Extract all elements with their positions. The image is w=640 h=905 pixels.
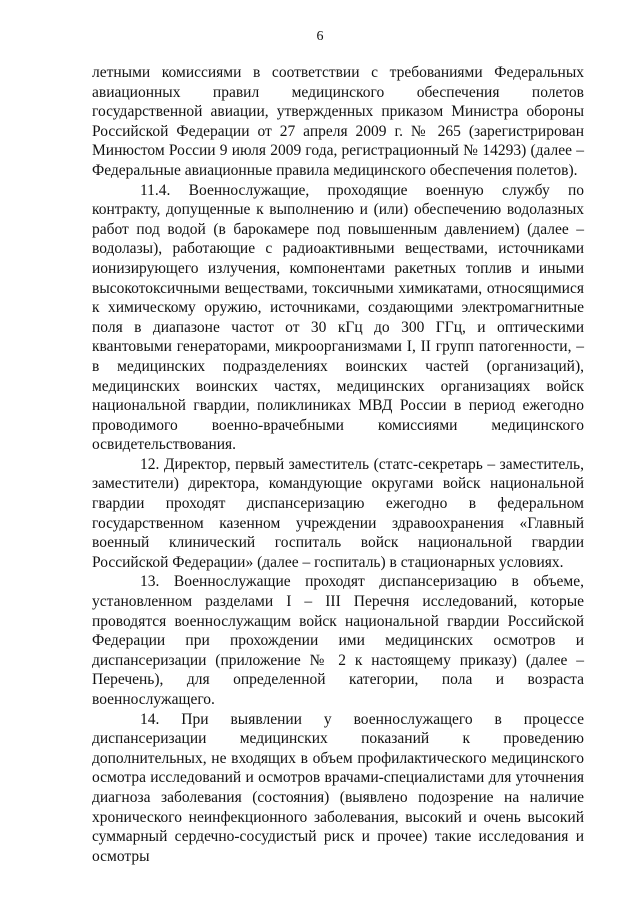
paragraph-p13: 13. Военнослужащие проходят диспансеризацию в объеме, установленном разделами I – III Перечня исследований, которые проводятся военнослужащим войск национальной гвардии Российской Федерации при прохождении ими медицинских осмотров и диспансеризации (приложение № 2 к настоящему приказу) (далее – Перечень), для определенной категории, пола и возраста военнослужащего. <box>92 573 584 708</box>
page-number: 6 <box>316 29 324 44</box>
paragraph-cont: летными комиссиями в соответствии с требованиями Федеральных авиационных правил медицинского обеспечения полетов государственной авиации, утвержденных приказом Министра обороны Российской Федерации от 27 апреля 2009 г. № 265 (зарегистрирован Минюстом России 9 июля 2009 года, регистрационный № 14293) (далее – Федеральные авиационные правила медицинского обеспечения полетов). <box>92 64 584 179</box>
paragraph-p14: 14. При выявлении у военнослужащего в процессе диспансеризации медицинских показаний к проведению дополнительных, не входящих в объем профилактического медицинского осмотра исследований и осмотров врачами-специалистами для уточнения диагноза заболевания (состояния) (выявлено подозрение на наличие хронического неинфекционного заболевания, высокий и очень высокий суммарный сердечно-сосудистый риск и прочее) такие исследования и осмотры <box>92 710 584 865</box>
paragraph-p12: 12. Директор, первый заместитель (статс-секретарь – заместитель, заместители) директора, командующие округами войск национальной гвардии проходят диспансеризацию ежегодно в федеральном государственном казенном учреждении здравоохранения «Главный военный клинический госпиталь войск национальной гвардии Российской Федерации» (далее – госпиталь) в стационарных условиях. <box>92 455 584 571</box>
document-body <box>92 63 584 866</box>
paragraph-p11-4: 11.4. Военнослужащие, проходящие военную службу по контракту, допущенные к выполнению и (или) обеспечению водолазных работ под водой (в барокамере под повышенным давлением) (далее – водолазы), работающие с радиоактивными веществами, источниками ионизирующего излучения, компонентами ракетных топлив и иными высокотоксичными веществами, токсичными химикатами, относящимися к химическому оружию, источниками, создающими электромагнитные поля в диапазоне частот от 30 кГц до 300 ГГц, и оптическими квантовыми генераторами, микроорганизмами I, II групп патогенности, – в медицинских подразделениях воинских частей (организаций), медицинских воинских частях, медицинских организациях войск национальной гвардии, поликлиниках МВД России в период ежегодно проводимого военно-врачебными комиссиями медицинского освидетельствования. <box>92 181 584 454</box>
